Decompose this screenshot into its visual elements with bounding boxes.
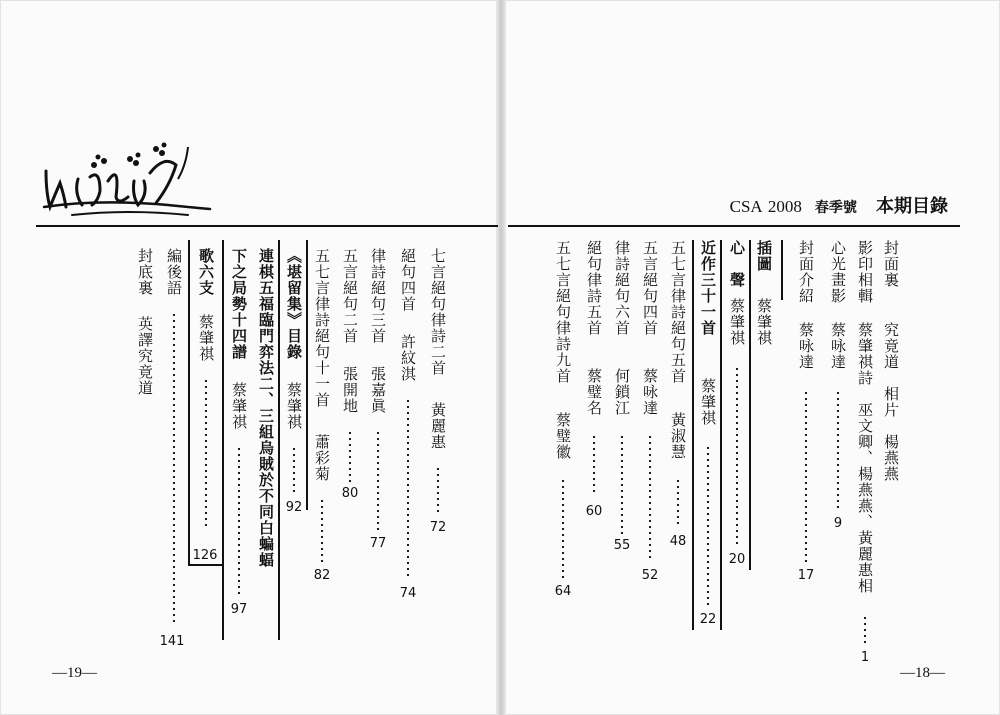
toc-page-zhang-kaidi: 80 [341, 486, 359, 501]
toc-page-photo-album: 1 [860, 650, 870, 665]
toc-dots [292, 446, 296, 496]
toc-title-cai-yongda-poems: 五言絕句四首 [641, 240, 659, 336]
section-rule-foot [188, 564, 222, 566]
toc-page-huang-lihui: 72 [429, 520, 447, 535]
issue-season: 春季號 [814, 200, 857, 216]
toc-dots [676, 478, 680, 528]
toc-title-kanliu-collection: 《堪留集》目錄 [285, 248, 303, 360]
journal-year: 2008 [767, 197, 802, 216]
toc-page-lianqi-game: 97 [230, 602, 248, 617]
toc-title-lianqi-game-line2: 下之局勢十四譜 [230, 248, 248, 360]
toc-author-huang-shuhui: 黃淑慧 [669, 412, 687, 460]
page-number-left: —19— [52, 665, 97, 681]
toc-author-lianqi-game: 蔡肇祺 [230, 382, 248, 430]
toc-title-lianqi-game-line1: 連棋五福臨門弈法二、三組烏賊於不同白蝙蝠 [257, 248, 275, 568]
toc-title-xiao-caiju: 五七言律詩絕句十一首 [313, 248, 331, 408]
section-rule [278, 240, 280, 640]
toc-page-cover-intro: 17 [797, 568, 815, 583]
toc-author-xiao-caiju: 蕭彩菊 [313, 434, 331, 482]
toc-author-back-cover-inside: 英譯究竟道 [136, 316, 154, 396]
toc-dots [172, 312, 176, 624]
toc-dots [836, 390, 840, 510]
toc-author-illustrations: 蔡肇祺 [755, 298, 773, 346]
toc-author-huang-lihui: 黃麗惠 [429, 402, 447, 450]
toc-page-huang-shuhui: 48 [669, 534, 687, 549]
toc-author-cover-inside: 究竟道 相片 楊燕燕 [882, 322, 900, 482]
toc-author-cover-intro: 蔡咏達 [797, 322, 815, 370]
toc-page-afterword: 141 [159, 634, 185, 649]
toc-page-xiao-caiju: 82 [313, 568, 331, 583]
toc-author-cai-biming: 蔡璧名 [585, 368, 603, 416]
toc-title-zhang-kaidi: 五言絕句二首 [341, 248, 359, 344]
toc-title-huang-shuhui: 五七言律詩絕句五首 [669, 240, 687, 384]
toc-title-illustrations: 插圖 [755, 240, 773, 272]
toc-dots [592, 434, 596, 496]
toc-page-cai-yongda-poems: 52 [641, 568, 659, 583]
toc-author-cai-bihui: 蔡璧徽 [554, 412, 572, 460]
book-gutter [496, 0, 506, 715]
toc-title-he-suojiang: 律詩絕句六首 [613, 240, 631, 336]
section-rule [306, 240, 308, 510]
toc-title-cover-intro: 封面介紹 [797, 240, 815, 304]
toc-dots [706, 445, 710, 605]
toc-dots [735, 366, 739, 546]
toc-title-heart-voice: 心 聲 [728, 240, 746, 288]
journal-name: CSA [729, 197, 763, 216]
toc-title-cai-biming: 絕句律詩五首 [585, 240, 603, 336]
toc-author-six-songs: 蔡肇祺 [197, 314, 215, 362]
toc-dots [436, 466, 440, 516]
section-rule [749, 240, 751, 570]
toc-dots [804, 390, 808, 562]
section-rule [188, 240, 190, 565]
toc-title-afterword: 編後語 [165, 248, 183, 296]
toc-dots [348, 430, 352, 482]
toc-dots [561, 478, 565, 578]
toc-page-kanliu-collection: 92 [285, 500, 303, 515]
toc-page-zhang-jiazhen: 77 [369, 536, 387, 551]
toc-page-heart-light: 9 [833, 516, 843, 531]
toc-dots [237, 446, 241, 596]
toc-page-cai-biming: 60 [585, 504, 603, 519]
toc-page-he-suojiang: 55 [613, 538, 631, 553]
toc-author-cai-yongda-poems: 蔡咏達 [641, 368, 659, 416]
toc-title-six-songs: 歌六支 [197, 248, 215, 296]
page-number-right: —18— [900, 665, 945, 681]
toc-author-zhang-kaidi: 張開地 [341, 366, 359, 414]
calligraphy-logo [38, 135, 218, 225]
toc-author-kanliu-collection: 蔡肇祺 [285, 382, 303, 430]
toc-title: 本期目錄 [876, 196, 948, 217]
toc-title-back-cover-inside: 封底裏 [136, 248, 154, 296]
toc-author-he-suojiang: 何鎖江 [613, 368, 631, 416]
right-top-rule [508, 225, 960, 227]
toc-title-recent-poems: 近作三十一首 [699, 240, 717, 336]
toc-dots [863, 615, 867, 645]
toc-page-xu-wenqi: 74 [399, 586, 417, 601]
left-top-rule [36, 225, 498, 227]
toc-dots [620, 434, 624, 534]
toc-page-six-songs: 126 [192, 548, 218, 563]
toc-title-cai-bihui: 五七言絕句律詩九首 [554, 240, 572, 384]
toc-title-xu-wenqi: 絕句四首 [399, 248, 417, 312]
toc-dots [320, 498, 324, 562]
toc-title-heart-light: 心光畫影 [829, 240, 847, 304]
toc-author-xu-wenqi: 許紋淇 [399, 334, 417, 382]
section-rule [781, 240, 783, 300]
toc-author-zhang-jiazhen: 張嘉眞 [369, 366, 387, 414]
toc-dots [648, 434, 652, 562]
toc-page-cai-bihui: 64 [554, 584, 572, 599]
toc-author-heart-voice: 蔡肇祺 [728, 298, 746, 346]
section-rule [720, 240, 722, 630]
toc-page-heart-voice: 20 [728, 552, 746, 567]
toc-title-huang-lihui: 七言絕句律詩二首 [429, 248, 447, 376]
toc-title-zhang-jiazhen: 律詩絕句三首 [369, 248, 387, 344]
section-rule [692, 240, 694, 630]
toc-author-heart-light: 蔡咏達 [829, 322, 847, 370]
section-rule [222, 240, 224, 640]
toc-dots [204, 378, 208, 528]
toc-dots [376, 430, 380, 530]
toc-page-recent-poems: 22 [699, 612, 717, 627]
toc-header [730, 192, 948, 218]
toc-dots [406, 398, 410, 576]
toc-author-photo-album: 蔡肇祺詩 巫文卿、楊燕燕、黃麗惠相 [856, 322, 874, 594]
toc-title-photo-album: 影印相輯 [856, 240, 874, 304]
toc-author-recent-poems: 蔡肇祺 [699, 378, 717, 426]
toc-title-cover-inside: 封面裏 [882, 240, 900, 288]
